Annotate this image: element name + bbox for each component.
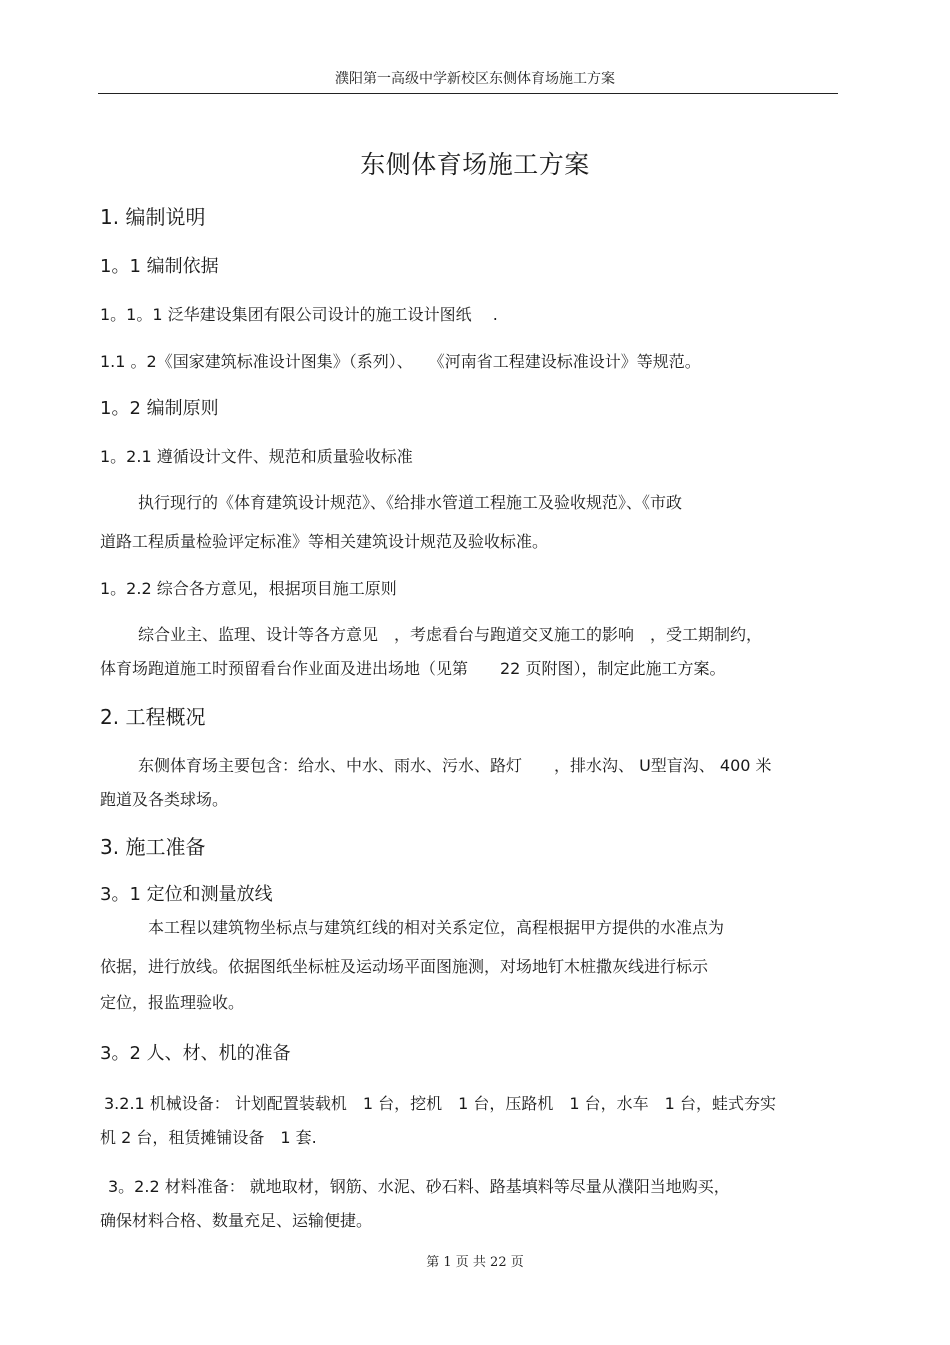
paragraph-line: 执行现行的《体育建筑设计规范》、《给排水管道工程施工及验收规范》、《市政	[138, 493, 683, 512]
paragraph-line: 机 2 台，租赁摊铺设备 1 套.	[100, 1128, 317, 1147]
subsection-heading-1-1: 1。1 编制依据	[100, 256, 219, 277]
paragraph-line: 1.1 。2《国家建筑标准设计图集》（系列）、 《河南省工程建设标准设计》等规范。	[100, 352, 701, 371]
paragraph-line: 跑道及各类球场。	[100, 790, 229, 809]
section-heading-2: 2. 工程概况	[100, 705, 206, 729]
section-heading-1: 1. 编制说明	[100, 205, 206, 229]
paragraph-line: 3。2.2 材料准备： 就地取材，钢筋、水泥、砂石料、路基填料等尽量从濮阳当地购买，	[108, 1177, 730, 1196]
paragraph-line: 综合业主、监理、设计等各方意见 ，考虑看台与跑道交叉施工的影响 ，受工期制约，	[138, 625, 763, 644]
paragraph-line: 依据，进行放线。依据图纸坐标桩及运动场平面图施测，对场地钉木桩撒灰线进行标示	[100, 957, 709, 976]
subsubsection-heading-1-2-2: 1。2.2 综合各方意见，根据项目施工原则	[100, 579, 397, 598]
paragraph-line: 本工程以建筑物坐标点与建筑红线的相对关系定位，高程根据甲方提供的水准点为	[148, 918, 725, 937]
paragraph-line: 3.2.1 机械设备： 计划配置装载机 1 台，挖机 1 台，压路机 1 台，水车 1 台，蛙式夯实	[104, 1094, 776, 1113]
document-title: 东侧体育场施工方案	[360, 150, 590, 179]
paragraph-line: 确保材料合格、数量充足、运输便捷。	[100, 1211, 373, 1230]
paragraph-line: 道路工程质量检验评定标准》等相关建筑设计规范及验收标准。	[100, 532, 549, 551]
section-heading-3: 3. 施工准备	[100, 835, 206, 859]
subsection-heading-1-2: 1。2 编制原则	[100, 398, 219, 419]
header-divider	[98, 93, 838, 94]
running-header: 濮阳第一高级中学新校区东侧体育场施工方案	[335, 71, 615, 87]
subsection-heading-3-2: 3。2 人、材、机的准备	[100, 1043, 291, 1064]
paragraph-line: 定位，报监理验收。	[100, 993, 245, 1012]
page-number-footer: 第 1 页 共 22 页	[426, 1255, 524, 1270]
subsubsection-heading-1-2-1: 1。2.1 遵循设计文件、规范和质量验收标准	[100, 447, 413, 466]
paragraph-line: 体育场跑道施工时预留看台作业面及进出场地（见第 22 页附图），制定此施工方案。	[100, 659, 726, 678]
subsection-heading-3-1: 3。1 定位和测量放线	[100, 884, 273, 905]
paragraph-line: 东侧体育场主要包含：给水、中水、雨水、污水、路灯 ，排水沟、 U型盲沟、 400 米	[138, 756, 772, 775]
paragraph-line: 1。1。1 泛华建设集团有限公司设计的施工设计图纸 .	[100, 305, 498, 324]
